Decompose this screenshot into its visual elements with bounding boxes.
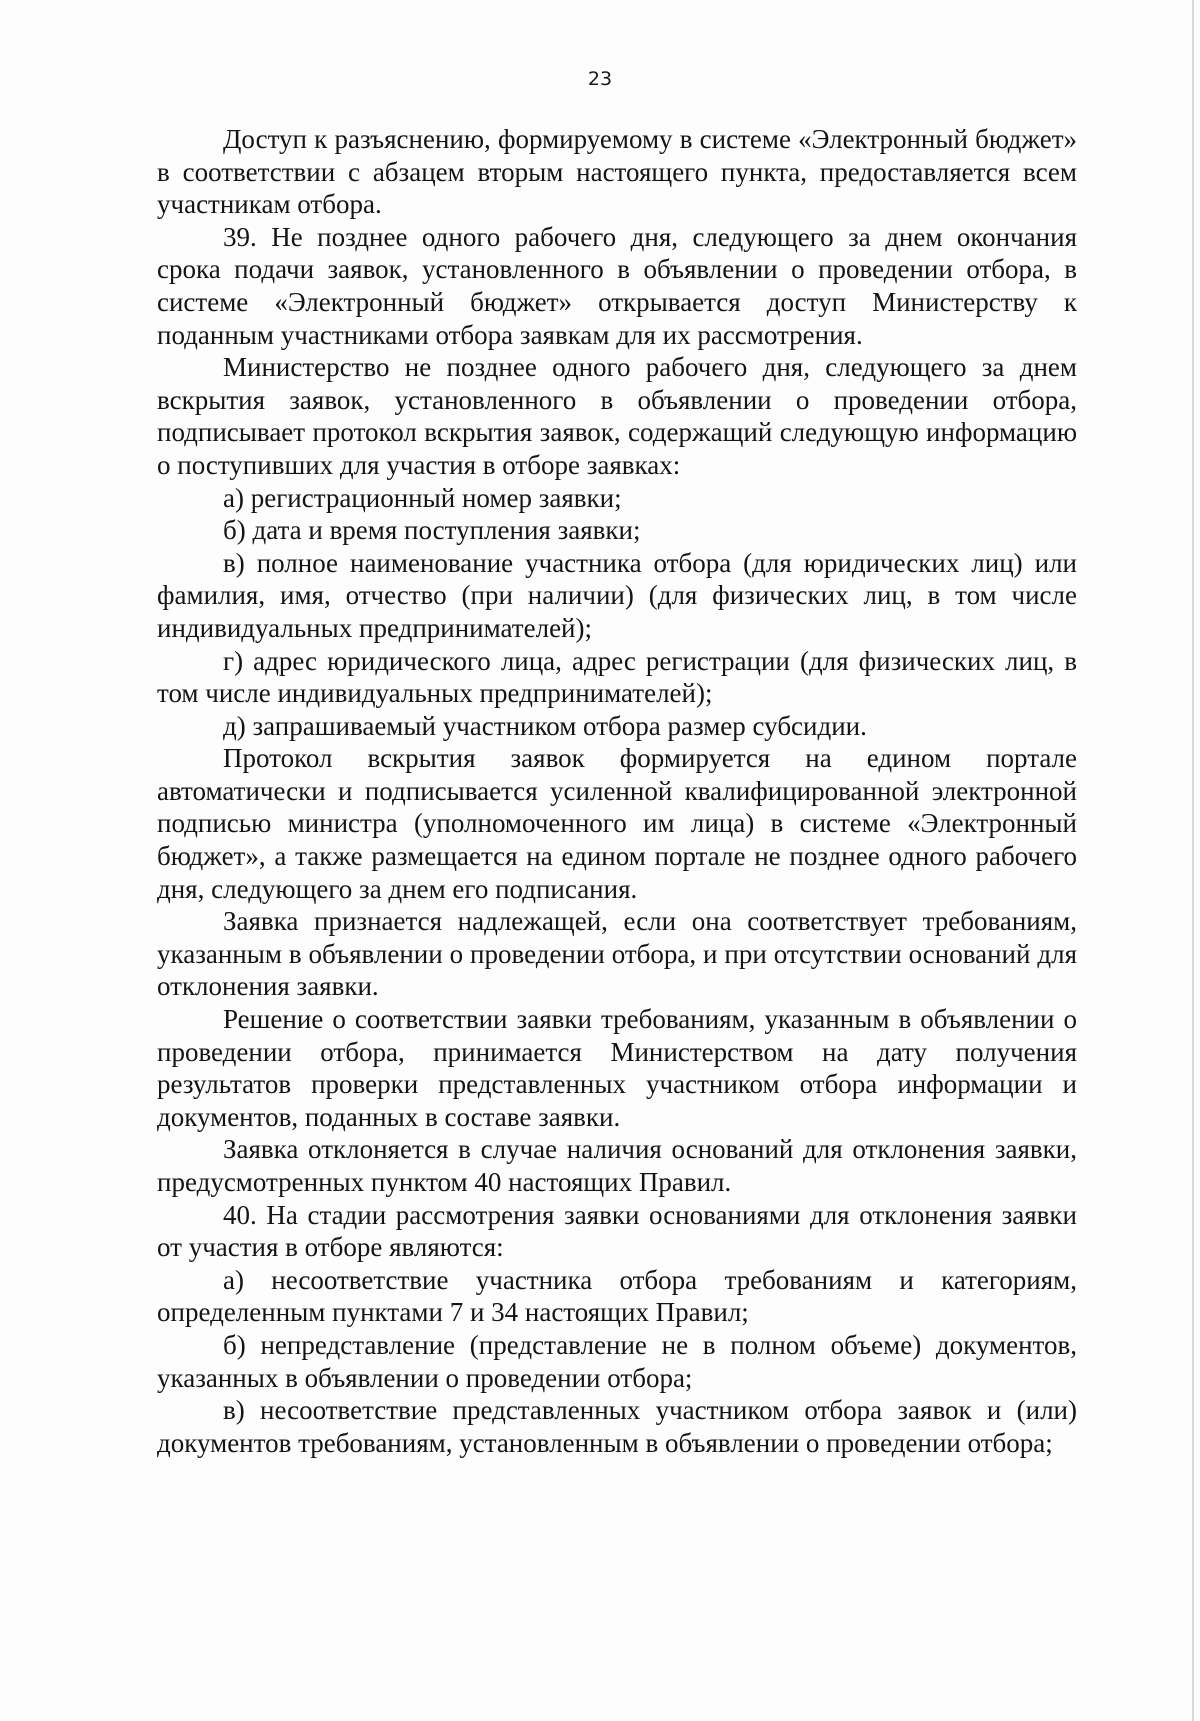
paragraph-clarification-access: Доступ к разъяснению, формируемому в системе «Электронный бюджет» в соответствии с абзацем вторым настоящего пункта, предоставляется всем участникам отбора. [157,124,1077,220]
paragraph-proper-application: Заявка признается надлежащей, если она соответствует требованиям, указанным в объявлении о проведении отбора, и при отсутствии оснований для отклонения заявки. [157,906,1077,1002]
paragraph-39: 39. Не позднее одного рабочего дня, следующего за днем окончания срока подачи заявок, установленного в объявлении о проведении отбора, в системе «Электронный бюджет» открывается доступ Министерству к поданным участниками отбора заявкам для их рассмотрения. [157,221,1077,350]
list-item-b-date-time: б) дата и время поступления заявки; [223,515,641,546]
list-item-40-v: в) несоответствие представленных участником отбора заявок и (или) документов требованиям, установленным в объявлении о проведении отбора; [157,1395,1077,1458]
paragraph-40: 40. На стадии рассмотрения заявки основаниями для отклонения заявки от участия в отборе являются: [157,1199,1077,1263]
page-number: 23 [587,68,613,90]
list-item-g-address: г) адрес юридического лица, адрес регистрации (для физических лиц, в том числе индивидуальных предпринимателей); [157,645,1077,709]
document-body [157,123,1077,1459]
list-item-40-a: а) несоответствие участника отбора требованиям и категориям, определенным пунктами 7 и 34 настоящих Правил; [157,1264,1077,1328]
list-item-d-subsidy-amount: д) запрашиваемый участником отбора размер субсидии. [223,710,867,741]
paragraph-compliance-decision: Решение о соответствии заявки требованиям, указанным в объявлении о проведении отбора, принимается Министерством на дату получения результатов проверки представленных участником отбора информации и документов, поданных в составе заявки. [157,1004,1077,1132]
list-item-40-b: б) непредставление (представление не в полном объеме) документов, указанных в объявлении о проведении отбора; [157,1329,1077,1393]
scan-edge [1192,0,1194,1721]
list-item-v-participant-name: в) полное наименование участника отбора (для юридических лиц) или фамилия, имя, отчество (при наличии) (для физических лиц, в том числе индивидуальных предпринимателей); [157,547,1077,643]
list-item-a-registration-number: а) регистрационный номер заявки; [223,482,622,513]
paragraph-rejection: Заявка отклоняется в случае наличия оснований для отклонения заявки, предусмотренных пунктом 40 настоящих Правил. [157,1134,1077,1197]
paragraph-protocol-signing: Протокол вскрытия заявок формируется на едином портале автоматически и подписывается усиленной квалифицированной электронной подписью министра (уполномоченного им лица) в системе «Электронный бюджет», а также размещается на едином портале не позднее одного рабочего дня, следующего за днем его подписания. [157,743,1077,904]
paragraph-opening-protocol: Министерство не позднее одного рабочего дня, следующего за днем вскрытия заявок, установленного в объявлении о проведении отбора, подписывает протокол вскрытия заявок, содержащий следующую информацию о поступивших для участия в отборе заявках: [157,352,1077,480]
